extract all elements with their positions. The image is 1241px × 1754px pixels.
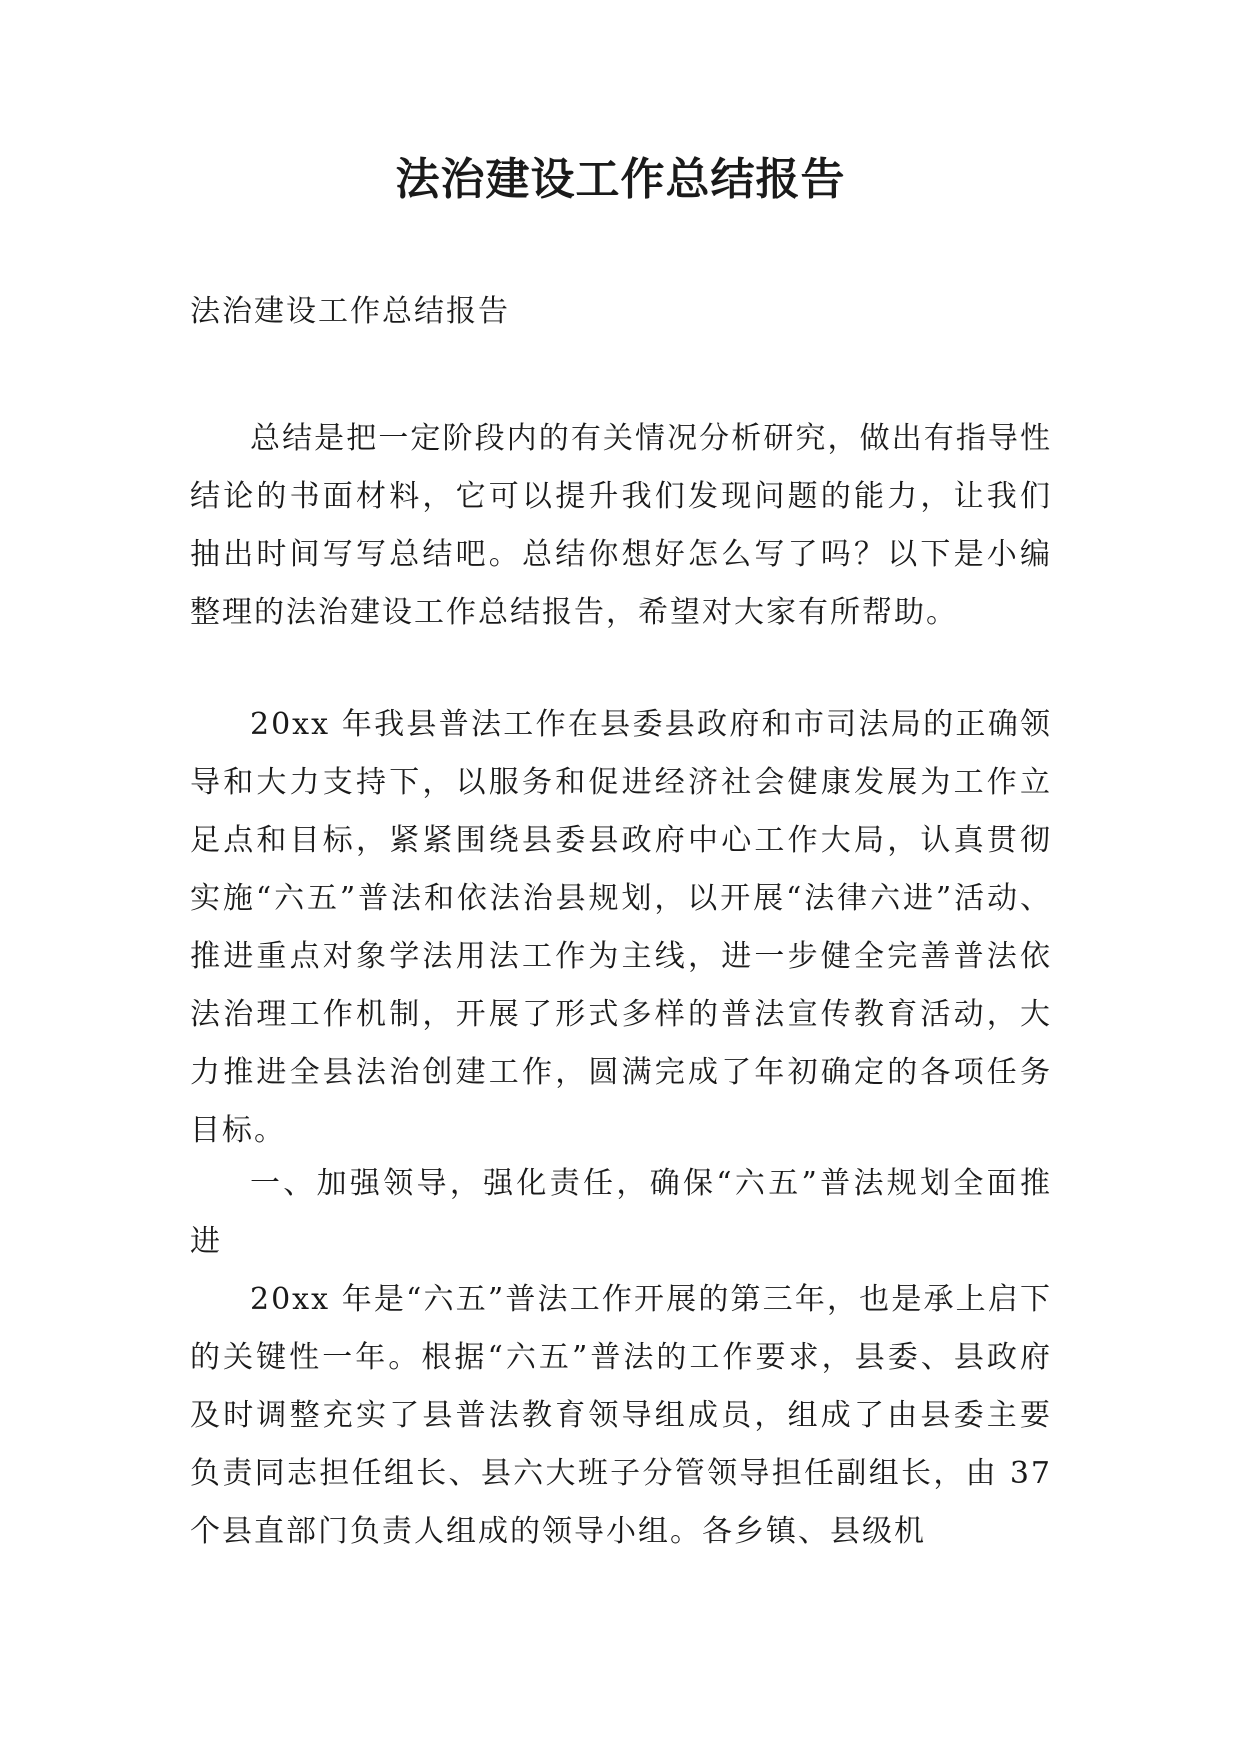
section-heading-1: 一、加强领导，强化责任，确保“六五”普法规划全面推进 — [190, 1166, 1052, 1259]
intro-paragraph: 总结是把一定阶段内的有关情况分析研究，做出有指导性结论的书面材料，它可以提升我们发现问题的能力，让我们抽出时间写写总结吧。总结你想好怎么写了吗？以下是小编整理的法治建设工作总结报告，希望对大家有所帮助。 — [190, 421, 1052, 630]
summary-paragraph: 20xx 年我县普法工作在县委县政府和市司法局的正确领导和大力支持下，以服务和促进经济社会健康发展为工作立足点和目标，紧紧围绕县委县政府中心工作大局，认真贯彻实施“六五”普法和依法治县规划，以开展“法律六进”活动、推进重点对象学法用法工作为主线，进一步健全完善普法依法治理工作机制，开展了形式多样的普法宣传教育活动，大力推进全县法治创建工作，圆满完成了年初确定的各项任务目标。 — [190, 707, 1052, 1148]
section-body-1: 20xx 年是“六五”普法工作开展的第三年，也是承上启下的关键性一年。根据“六五”普法的工作要求，县委、县政府及时调整充实了县普法教育领导组成员，组成了由县委主要负责同志担任组长、县六大班子分管领导担任副组长，由 37 个县直部门负责人组成的领导小组。各乡镇、县级机 — [190, 1282, 1052, 1549]
document-subtitle: 法治建设工作总结报告 — [190, 294, 510, 329]
document-title: 法治建设工作总结报告 — [395, 154, 846, 205]
